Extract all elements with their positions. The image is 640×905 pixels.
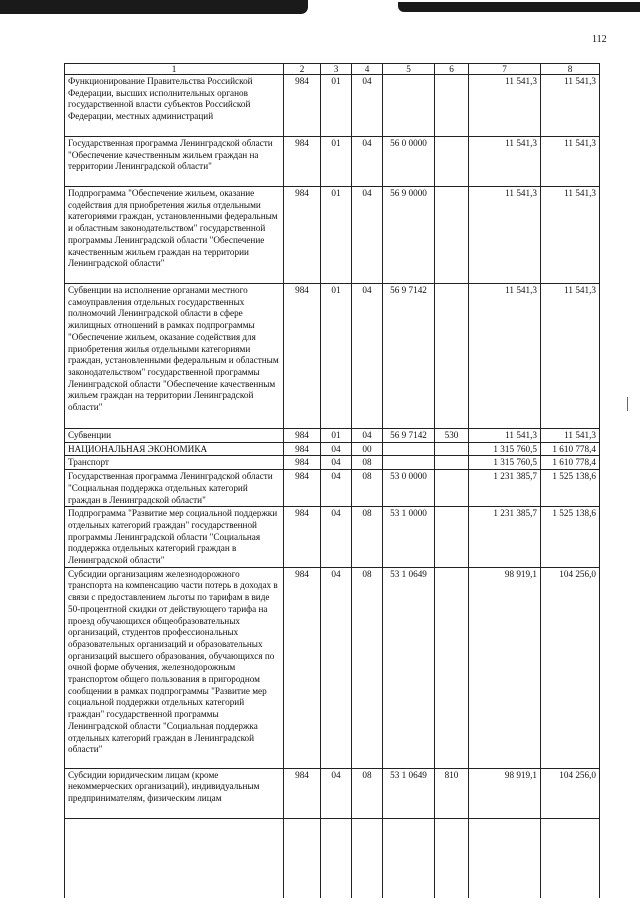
row-amount-1: 1 315 760,5 — [469, 456, 541, 470]
table-row — [65, 507, 600, 568]
row-amount-1: 11 541,3 — [469, 137, 541, 187]
row-amount-2: 11 541,3 — [541, 187, 600, 284]
page-number: 112 — [592, 34, 607, 45]
row-subsection: 04 — [352, 429, 383, 443]
row-section: 04 — [321, 470, 352, 507]
table-row — [65, 75, 600, 137]
row-admin-code: 984 — [284, 187, 321, 284]
row-amount-2: 11 541,3 — [541, 429, 600, 443]
row-target-article — [383, 75, 435, 137]
header-cell: 1 — [65, 64, 284, 75]
row-name: Государственная программа Ленинградской области "Социальная поддержка отдельных категорий граждан в Ленинградской области" — [65, 470, 284, 507]
row-name: Субсидии организациям железнодорожного транспорта на компенсацию части потерь в доходах в связи с предоставлением льготы по тарифам в виде 50-процентной скидки от действующего тарифа на проезд обучающихся общеобразовательных организаций, студентов профессиональных образовательных организаций и образовательных организаций высшего образования, обучающихся по очной форме обучения, железнодорожным транспортом общего пользования в пригородном сообщении в рамках подпрограммы "Развитие мер социальной поддержки отдельных категорий граждан" государственной программы Ленинградской области "Социальная поддержка отдельных категорий граждан в Ленинградской области" — [65, 567, 284, 768]
row-expense-type — [435, 470, 469, 507]
row-name: НАЦИОНАЛЬНАЯ ЭКОНОМИКА — [65, 442, 284, 456]
row-name: Субсидии юридическим лицам (кроме некоммерческих организаций), индивидуальным предпринимателям, физическим лицам — [65, 768, 284, 818]
table-row — [65, 470, 600, 507]
table-row — [65, 187, 600, 284]
row-target-article — [383, 456, 435, 470]
table-row — [65, 768, 600, 818]
row-admin-code: 984 — [284, 429, 321, 443]
scan-edge-right — [398, 2, 640, 12]
row-expense-type — [435, 442, 469, 456]
header-cell: 4 — [352, 64, 383, 75]
row-amount-1: 1 231 385,7 — [469, 470, 541, 507]
row-subsection: 08 — [352, 470, 383, 507]
row-amount-2: 1 610 778,4 — [541, 456, 600, 470]
row-expense-type — [435, 137, 469, 187]
row-admin-code: 984 — [284, 284, 321, 429]
header-cell: 7 — [469, 64, 541, 75]
row-admin-code: 984 — [284, 442, 321, 456]
row-amount-2: 104 256,0 — [541, 768, 600, 818]
row-amount-2: 11 541,3 — [541, 137, 600, 187]
row-section: 01 — [321, 137, 352, 187]
header-cell: 6 — [435, 64, 469, 75]
row-amount-2: 11 541,3 — [541, 284, 600, 429]
table-row — [65, 137, 600, 187]
row-target-article: 53 1 0649 — [383, 567, 435, 768]
row-expense-type — [435, 456, 469, 470]
row-expense-type — [435, 284, 469, 429]
row-amount-1: 11 541,3 — [469, 75, 541, 137]
row-expense-type: 530 — [435, 429, 469, 443]
row-admin-code: 984 — [284, 567, 321, 768]
row-name: Субвенции на исполнение органами местного самоуправления отдельных государственных полномочий Ленинградской области в сфере жилищных отношений в рамках подпрограммы "Обеспечение жильем, оказание содействия для приобретения жилья отдельными категориями граждан, установленными федеральным и областным законодательством" государственной программы Ленинградской области "Обеспечение качественным жильем граждан на территории Ленинградской области" — [65, 284, 284, 429]
row-section: 01 — [321, 284, 352, 429]
row-admin-code: 984 — [284, 507, 321, 568]
row-target-article: 56 9 7142 — [383, 429, 435, 443]
row-expense-type: 810 — [435, 768, 469, 818]
row-target-article: 56 9 0000 — [383, 187, 435, 284]
row-amount-2: 104 256,0 — [541, 567, 600, 768]
row-amount-1: 11 541,3 — [469, 284, 541, 429]
row-section: 04 — [321, 442, 352, 456]
row-amount-1: 1 231 385,7 — [469, 507, 541, 568]
row-admin-code: 984 — [284, 75, 321, 137]
row-admin-code: 984 — [284, 137, 321, 187]
row-expense-type — [435, 507, 469, 568]
row-target-article: 53 0 0000 — [383, 470, 435, 507]
row-subsection: 04 — [352, 137, 383, 187]
header-cell: 5 — [383, 64, 435, 75]
row-target-article: 56 0 0000 — [383, 137, 435, 187]
header-cell: 2 — [284, 64, 321, 75]
row-name: Транспорт — [65, 456, 284, 470]
row-expense-type — [435, 75, 469, 137]
table-row — [65, 284, 600, 429]
row-admin-code: 984 — [284, 768, 321, 818]
row-subsection: 08 — [352, 567, 383, 768]
scan-edge-left — [0, 0, 308, 14]
row-amount-1: 98 919,1 — [469, 567, 541, 768]
row-amount-1: 98 919,1 — [469, 768, 541, 818]
row-subsection: 04 — [352, 284, 383, 429]
table-trailing-space — [65, 818, 600, 898]
row-name: Государственная программа Ленинградской области "Обеспечение качественным жильем граждан на территории Ленинградской области" — [65, 137, 284, 187]
table-row — [65, 442, 600, 456]
row-amount-2: 11 541,3 — [541, 75, 600, 137]
row-amount-1: 1 315 760,5 — [469, 442, 541, 456]
row-section: 01 — [321, 429, 352, 443]
row-amount-2: 1 525 138,6 — [541, 470, 600, 507]
row-expense-type — [435, 567, 469, 768]
row-section: 04 — [321, 768, 352, 818]
row-name: Функционирование Правительства Российской Федерации, высших исполнительных органов государственной власти субъектов Российской Федерации, местных администраций — [65, 75, 284, 137]
margin-mark — [627, 397, 628, 411]
row-amount-2: 1 525 138,6 — [541, 507, 600, 568]
header-cell: 8 — [541, 64, 600, 75]
row-subsection: 08 — [352, 768, 383, 818]
row-expense-type — [435, 187, 469, 284]
table-row — [65, 429, 600, 443]
row-section: 01 — [321, 187, 352, 284]
header-cell: 3 — [321, 64, 352, 75]
row-subsection: 04 — [352, 187, 383, 284]
table-header-row — [65, 64, 600, 75]
table-row — [65, 456, 600, 470]
row-target-article: 53 1 0000 — [383, 507, 435, 568]
row-target-article: 56 9 7142 — [383, 284, 435, 429]
row-amount-1: 11 541,3 — [469, 187, 541, 284]
row-name: Подпрограмма "Обеспечение жильем, оказание содействия для приобретения жилья отдельными категориями граждан, установленными федеральным и областным законодательством" государственной программы Ленинградской области "Обеспечение качественным жильем граждан на территории Ленинградской области" — [65, 187, 284, 284]
row-admin-code: 984 — [284, 456, 321, 470]
row-section: 01 — [321, 75, 352, 137]
row-section: 04 — [321, 507, 352, 568]
budget-table — [64, 63, 600, 898]
row-subsection: 08 — [352, 507, 383, 568]
row-subsection: 04 — [352, 75, 383, 137]
row-target-article — [383, 442, 435, 456]
row-section: 04 — [321, 567, 352, 768]
table-row — [65, 567, 600, 768]
row-subsection: 00 — [352, 442, 383, 456]
row-name: Подпрограмма "Развитие мер социальной поддержки отдельных категорий граждан" государственной программы Ленинградской области "Социальная поддержка отдельных категорий граждан в Ленинградской области" — [65, 507, 284, 568]
row-section: 04 — [321, 456, 352, 470]
row-target-article: 53 1 0649 — [383, 768, 435, 818]
row-name: Субвенции — [65, 429, 284, 443]
row-amount-1: 11 541,3 — [469, 429, 541, 443]
row-amount-2: 1 610 778,4 — [541, 442, 600, 456]
row-subsection: 08 — [352, 456, 383, 470]
row-admin-code: 984 — [284, 470, 321, 507]
